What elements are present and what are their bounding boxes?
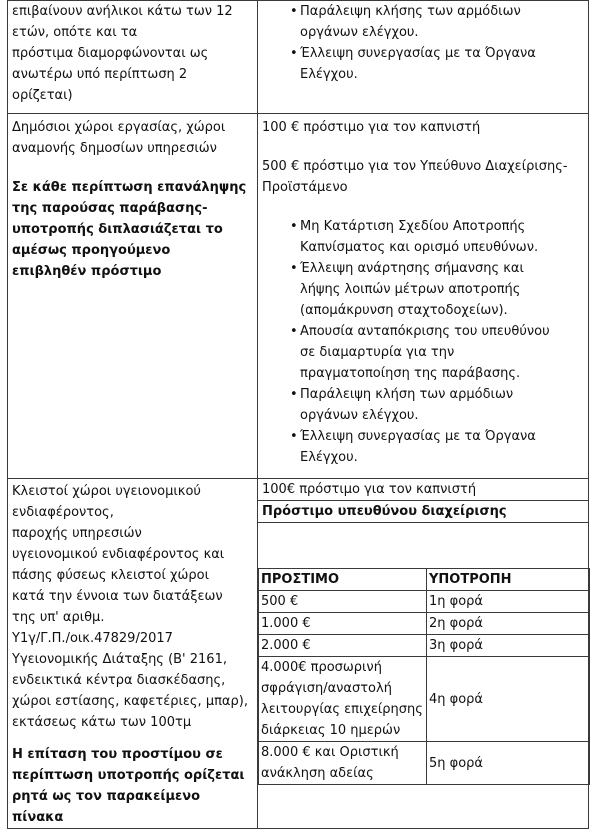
column-header: ΥΠΟΤΡΟΠΗ — [427, 569, 590, 591]
fine-line: σφράγιση/αναστολή — [261, 681, 392, 696]
text-line: κατά την έννοια των διατάξεων — [12, 589, 223, 604]
fine-manager: 500 € πρόστιμο για τον Υπεύθυνο Διαχείρισης- — [262, 159, 568, 174]
fine-smoker: 100€ πρόστιμο για τον καπνιστή — [258, 479, 588, 501]
fine-cell — [259, 657, 427, 742]
table-row — [259, 613, 590, 635]
penalty-cell — [258, 479, 589, 829]
fine-line: λειτουργίας επιχείρησης — [261, 702, 423, 717]
bold-note-line: επιβληθέν πρόστιμο — [12, 264, 162, 279]
penalty-cell — [258, 1, 589, 114]
item-line: λήψης λοιπών μέτρων αποτροπής — [300, 282, 521, 297]
bold-note-line: υποτροπής διπλασιάζεται το — [12, 222, 223, 237]
list-item — [300, 43, 584, 85]
item-line: Ελέγχου. — [300, 67, 358, 82]
text-line: παροχής υπηρεσιών — [12, 526, 142, 541]
table-row — [259, 635, 590, 657]
item-line: Ελέγχου. — [300, 450, 358, 465]
repeat-cell: 2η φορά — [427, 613, 590, 635]
item-line: Καπνίσματος και ορισμό υπευθύνων. — [300, 240, 539, 255]
recidivism-table — [258, 568, 590, 785]
violation-list — [262, 216, 584, 468]
item-line: • Απουσία ανταπόκρισης του υπευθύνου — [300, 324, 550, 339]
bold-note-line: της παρούσας παράβασης- — [12, 201, 208, 216]
text-line: της υπ' αριθμ. — [12, 610, 105, 625]
text-line: Κλειστοί χώροι υγειονομικού — [12, 484, 201, 499]
item-line: (απομάκρυνση σταχτοδοχείων). — [300, 303, 508, 318]
fine-line: 4.000€ προσωρινή — [261, 660, 382, 675]
bold-note-line: ρητά ως τον παρακείμενο — [12, 789, 201, 804]
table-header-row — [259, 569, 590, 591]
bold-note-line: περίπτωση υποτροπής ορίζεται — [12, 768, 245, 783]
fine-manager: Προϊστάμενο — [262, 180, 348, 195]
item-line: • Παράλειψη κλήση των αρμόδιων — [300, 387, 514, 402]
fine-cell: 500 € — [259, 591, 427, 613]
text-line: Υγειονομικής Διάταξης (Β' 2161, — [12, 652, 227, 667]
fine-smoker: 100 € πρόστιμο για τον καπνιστή — [262, 120, 481, 135]
item-line: • Έλλειψη συνεργασίας με τα Όργανα — [300, 46, 536, 61]
list-item — [300, 258, 584, 321]
list-item — [300, 321, 584, 384]
table-row — [259, 742, 590, 785]
table-row — [8, 114, 589, 479]
fine-line: διάρκειας 10 ημερών — [261, 723, 401, 738]
table-row — [8, 479, 589, 829]
item-line: • Παράλειψη κλήσης των αρμόδιων — [300, 4, 521, 19]
fine-line: ανάκληση αδείας — [261, 766, 374, 781]
penalties-table — [7, 0, 589, 829]
text-line: χώροι εστίασης, καφετέριες, μπαρ), — [12, 694, 248, 709]
text-line: ανωτέρω υπό περίπτωση 2 — [12, 67, 188, 82]
fine-cell — [259, 742, 427, 785]
column-header: ΠΡΟΣΤΙΜΟ — [259, 569, 427, 591]
bold-note-line: Η επίταση του προστίμου σε — [12, 747, 223, 762]
item-line: οργάνων ελέγχου. — [300, 25, 419, 40]
location-cell — [8, 479, 258, 829]
text-line: αναμονής δημοσίων υπηρεσιών — [12, 141, 217, 156]
location-cell — [8, 1, 258, 114]
item-line: πραγματοποίηση της παράβασης. — [300, 366, 521, 381]
fine-cell: 1.000 € — [259, 613, 427, 635]
item-line: οργάνων ελέγχου. — [300, 408, 419, 423]
text-line: πάσης φύσεως κλειστοί χώροι — [12, 568, 209, 583]
text-line: Δημόσιοι χώροι εργασίας, χώροι — [12, 120, 226, 135]
fine-line: 8.000 € και Οριστική — [261, 745, 399, 760]
item-line: • Έλλειψη ανάρτησης σήμανσης και — [300, 261, 524, 276]
item-line: • Μη Κατάρτιση Σχεδίου Αποτροπής — [300, 219, 526, 234]
text-line: ετών, οπότε και τα — [12, 25, 138, 40]
table-row — [8, 1, 589, 114]
repeat-cell: 4η φορά — [427, 657, 590, 742]
penalty-cell — [258, 114, 589, 479]
table-row — [259, 591, 590, 613]
bold-note-line: πίνακα — [12, 810, 64, 825]
item-line: • Έλλειψη συνεργασίας με τα Όργανα — [300, 429, 536, 444]
repeat-cell: 5η φορά — [427, 742, 590, 785]
fine-cell: 2.000 € — [259, 635, 427, 657]
repeat-cell: 1η φορά — [427, 591, 590, 613]
text-line: Υ1γ/Γ.Π./οικ.47829/2017 — [12, 631, 173, 646]
list-item — [300, 426, 584, 468]
text-line: πρόστιμα διαμορφώνονται ως — [12, 46, 209, 61]
repeat-cell: 3η φορά — [427, 635, 590, 657]
list-item — [300, 1, 584, 43]
item-line: σε διαμαρτυρία για την — [300, 345, 455, 360]
table-row — [259, 657, 590, 742]
location-cell — [8, 114, 258, 479]
text-line: υγειονομικού ενδιαφέροντος και — [12, 547, 225, 562]
text-line: ενδεικτικά κέντρα διασκέδασης, — [12, 673, 226, 688]
bold-note-line: Σε κάθε περίπτωση επανάληψης — [12, 180, 247, 195]
list-item — [300, 384, 584, 426]
bold-note-line: αμέσως προηγούμενο — [12, 243, 171, 258]
text-line: εκτάσεως κάτω των 100τμ — [12, 715, 192, 730]
violation-list — [262, 1, 584, 85]
text-line: ενδιαφέροντος, — [12, 505, 114, 520]
manager-fine-heading: Πρόστιμο υπευθύνου διαχείρισης — [258, 501, 588, 523]
list-item — [300, 216, 584, 258]
text-line: επιβαίνουν ανήλικοι κάτω των 12 — [12, 4, 233, 19]
text-line: ορίζεται) — [12, 88, 73, 103]
